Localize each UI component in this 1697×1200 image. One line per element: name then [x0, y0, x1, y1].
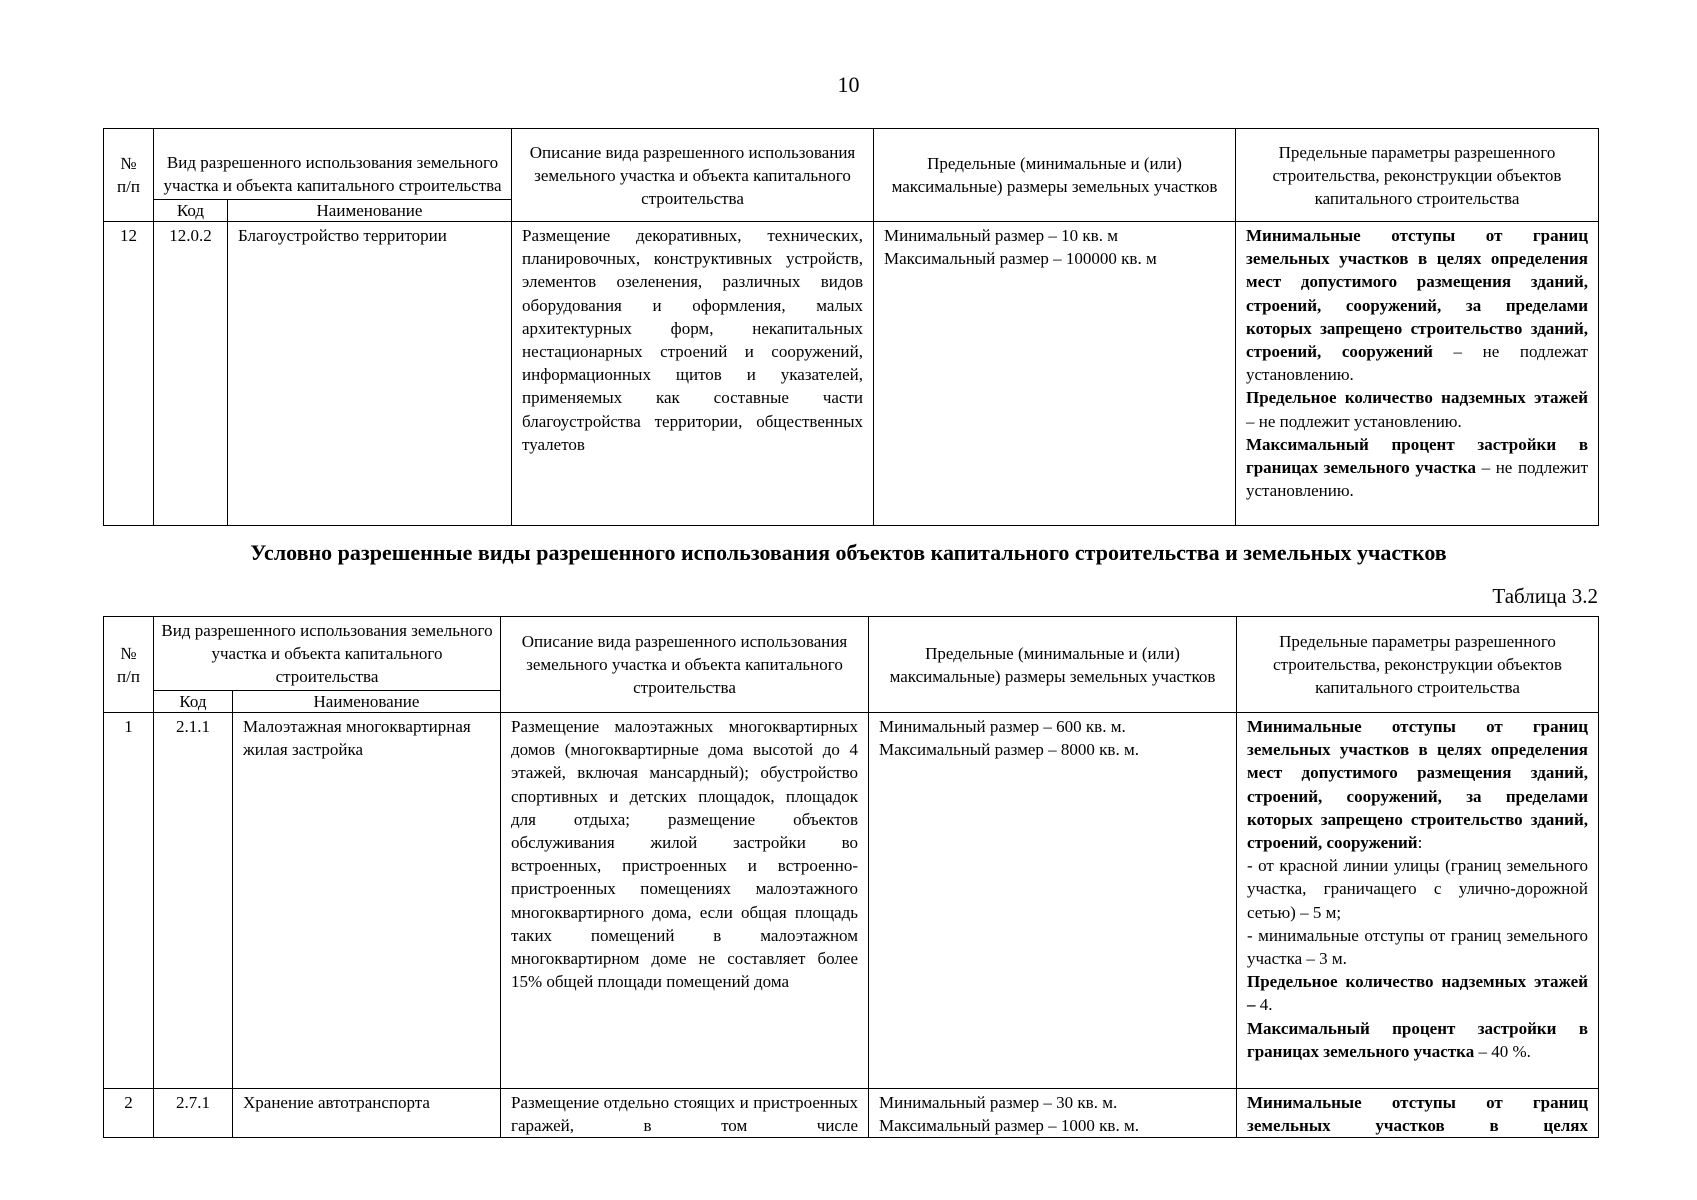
- param-coverage: Максимальный процент застройки в границах земельного участка – не подлежит установлению.: [1246, 434, 1589, 501]
- row-code: 12.0.2: [154, 222, 228, 526]
- row-description: Размещение декоративных, технических, планировочных, конструктивных устройств, элементов озеленения, различных видов оборудования и оформления, малых архитектурных форм, некапитальных нестационарных строений и сооружений, информационных щитов и указателей, применяемых как составные части благоустройства территории, общественных туалетов: [512, 222, 874, 526]
- size-min: Минимальный размер – 600 кв. м.: [879, 717, 1126, 736]
- row-name: Благоустройство территории: [228, 222, 512, 526]
- table-row: [104, 222, 1599, 526]
- header-number: № п/п: [104, 129, 154, 222]
- size-min: Минимальный размер – 10 кв. м: [884, 226, 1118, 245]
- row-number: 12: [104, 222, 154, 526]
- header-kind: Вид разрешенного использования земельного участка и объекта капитального строительства: [154, 617, 501, 691]
- size-max: Максимальный размер – 100000 кв. м: [884, 249, 1157, 269]
- header-description: Описание вида разрешенного использования земельного участка и объекта капитального строительства: [501, 617, 869, 713]
- row-description: Размещение отдельно стоящих и пристроенных гаражей, в том числе: [501, 1089, 869, 1138]
- section-title: Условно разрешенные виды разрешенного использования объектов капитального строительства и земельных участков: [250, 540, 1447, 565]
- param-coverage: Максимальный процент застройки в границах земельного участка – 40 %.: [1247, 1018, 1588, 1061]
- size-min: Минимальный размер – 30 кв. м.: [879, 1093, 1118, 1112]
- header-kind: Вид разрешенного использования земельного участка и объекта капитального строительства: [154, 129, 512, 200]
- param-setbacks: Минимальные отступы от границ земельных участков в целях: [1247, 1093, 1588, 1136]
- param-setback-street: - от красной линии улицы (границ земельного участка, граничащего с улично-дорожной сетью) – 5 м;: [1247, 856, 1588, 922]
- table-row: [104, 1089, 1599, 1138]
- size-max: Максимальный размер – 1000 кв. м.: [879, 1116, 1139, 1136]
- header-params: Предельные параметры разрешенного строительства, реконструкции объектов капитального строительства: [1237, 617, 1599, 713]
- row-name: Малоэтажная многоквартирная жилая застройка: [233, 713, 501, 1089]
- row-description: Размещение малоэтажных многоквартирных домов (многоквартирные дома высотой до 4 этажей, включая мансардный); обустройство спортивных и детских площадок, площадок для отдыха; размещение объектов обслуживания жилой застройки во встроенных, пристроенных и встроенно-пристроенных помещениях малоэтажного многоквартирного дома, если общая площадь таких помещений в малоэтажном многоквартирном доме не составляет более 15% общей площади помещений дома: [501, 713, 869, 1089]
- header-sizes: Предельные (минимальные и (или) максимальные) размеры земельных участков: [869, 617, 1237, 713]
- header-name: Наименование: [233, 691, 501, 713]
- row-sizes: [869, 713, 1237, 1089]
- row-params: [1237, 1089, 1599, 1138]
- table-row: [104, 713, 1599, 1089]
- param-setbacks: Минимальные отступы от границ земельных участков в целях определения мест допустимого размещения зданий, строений, сооружений, за пределами которых запрещено строительство зданий, строений, сооружений – не подлежат установлению.: [1246, 226, 1588, 385]
- row-sizes: [874, 222, 1236, 526]
- header-code: Код: [154, 691, 233, 713]
- row-code: 2.7.1: [154, 1089, 233, 1138]
- param-setback-min: - минимальные отступы от границ земельного участка – 3 м.: [1247, 925, 1588, 969]
- header-sizes: Предельные (минимальные и (или) максимальные) размеры земельных участков: [874, 129, 1236, 222]
- table-label: Таблица 3.2: [1492, 584, 1598, 608]
- header-description: Описание вида разрешенного использования земельного участка и объекта капитального строительства: [512, 129, 874, 222]
- row-name: Хранение автотранспорта: [233, 1089, 501, 1138]
- row-code: 2.1.1: [154, 713, 233, 1089]
- row-sizes: [869, 1089, 1237, 1138]
- row-number: 1: [104, 713, 154, 1089]
- size-max: Максимальный размер – 8000 кв. м.: [879, 740, 1139, 760]
- page-number: 10: [837, 72, 860, 97]
- header-params: Предельные параметры разрешенного строительства, реконструкции объектов капитального строительства: [1236, 129, 1599, 222]
- param-setbacks: Минимальные отступы от границ земельных участков в целях определения мест допустимого размещения зданий, строений, сооружений, за пределами которых запрещено строительство зданий, строений, сооружений:: [1247, 717, 1588, 853]
- table-permitted-uses-continued: [103, 128, 1599, 526]
- header-code: Код: [154, 200, 228, 222]
- row-params: [1236, 222, 1599, 526]
- table-conditional-uses: [103, 616, 1599, 1138]
- param-floors: Предельное количество надземных этажей – 4.: [1247, 972, 1588, 1015]
- row-params: [1237, 713, 1599, 1089]
- row-number: 2: [104, 1089, 154, 1138]
- header-name: Наименование: [228, 200, 512, 222]
- param-floors: Предельное количество надземных этажей – не подлежит установлению.: [1246, 388, 1588, 431]
- header-number: № п/п: [104, 617, 154, 713]
